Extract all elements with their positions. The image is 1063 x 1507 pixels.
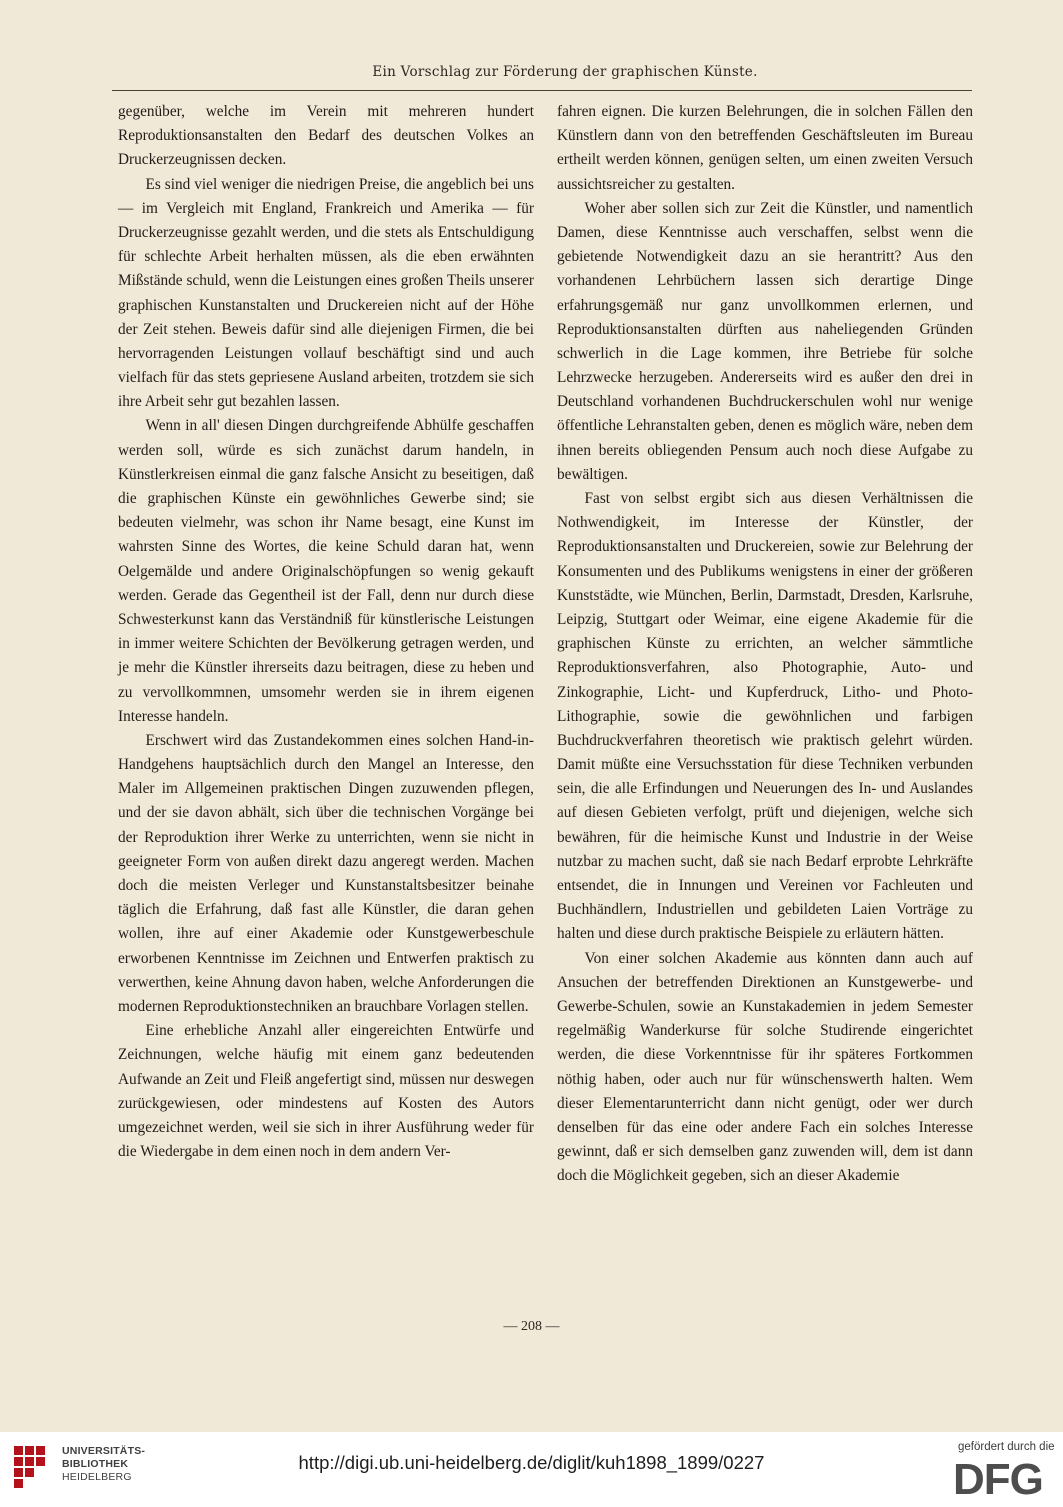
page-number: — 208 — xyxy=(503,1319,560,1334)
text-column-left xyxy=(118,100,534,1164)
paragraph: Wenn in all' diesen Dingen durchgreifende Abhülfe geschaffen werden soll, würde es sich zunächst darum handeln, in Künstlerkreisen einmal die ganz falsche Ansicht zu beseitigen, daß die graphischen Künste ein gewöhnliches Gewerbe sind; sie bedeuten vielmehr, was schon ihr Name besagt, eine Kunst im wahrsten Sinne des Wortes, die keine Schuld daran hat, wenn Oelgemälde und andere Originalschöpfungen so wenig gekauft werden. Gerade das Gegentheil ist der Fall, denn nur durch diese Schwesterkunst kann das Verständniß für künstlerische Leistungen in immer weitere Schichten der Bevölkerung getragen werden, und je mehr die Künstler ihrerseits dazu beitragen, diese zu heben und zu vervollkommnen, umsomehr werden sie in ihrem eigenen Interesse handeln. xyxy=(118,417,534,725)
paragraph: Erschwert wird das Zustandekommen eines solchen Hand-in-Handgehens hauptsächlich durch den Mangel an Interesse, den Maler im Allgemeinen praktischen Dingen zuzuwenden pflegen, und der sie davon abhält, sich über die technischen Vorgänge bei der Reproduktion ihrer Werke zu unterrichten, wenn sie nicht in geeigneter Form von außen direkt dazu angeregt werden. Machen doch die meisten Verleger und Kunstanstaltsbesitzer beinahe täglich die Erfahrung, daß fast alle Künstler, die daran gehen wollen, ihre auf einer Akademie oder Kunstgewerbeschule erworbenen Kenntnisse im Zeichnen und Entwerfen praktisch zu verwerthen, keine Ahnung davon haben, welche Anforderungen die modernen Reproduktionstechniken an brauchbare Vorlagen stellen. xyxy=(118,731,534,1015)
paragraph: Von einer solchen Akademie aus könnten dann auch auf Ansuchen der betreffenden Direktionen an Kunstgewerbe- und Gewerbe-Schulen, sowie an Kunstakademien in jedem Semester regelmäßig Wanderkurse für solche Studirende eingerichtet werden, die diese Vorkenntnisse für ihr späteres Fortkommen nöthig haben, oder auch nur für wünschenswerth halten. Wem dieser Elementarunterricht dann nicht genügt, oder wer durch denselben für das eine oder andere Fach ein solches Interesse gewinnt, daß er sich demselben ganz zuwenden will, dem ist dann doch die Möglichkeit gegeben, sich an dieser Akademie xyxy=(557,949,973,1185)
header-rule xyxy=(112,90,972,91)
library-name-line-2: BIBLIOTHEK xyxy=(62,1458,129,1470)
paragraph: Fast von selbst ergibt sich aus diesen Verhältnissen die Nothwendigkeit, im Interesse der Künstler, der Reproduktionsanstalten und Druckereien, sowie zur Belehrung der Konsumenten und des Publikums wenigstens in einer der größeren Kunststädte, wie München, Berlin, Darmstadt, Dresden, Karlsruhe, Leipzig, Stuttgart oder Weimar, eine eigene Akademie für die graphischen Künste zu errichten, an welcher sämmtliche Reproduktionsverfahren, also Photographie, Auto- und Zinkographie, Licht- und Kupferdruck, Litho- und Photo-Lithographie, sowie die gewöhnlichen und farbigen Buchdruckverfahren theoretisch wie praktisch gelehrt würden. Damit müßte eine Versuchsstation für diese Techniken verbunden sein, die alle Erfindungen und Neuerungen des In- und Auslandes auf diesen Gebieten verfolgt, prüft und diejenigen, welche sich bewähren, für die heimische Kunst und Industrie in der Weise nutzbar zu machen sucht, daß sie nach Bedarf erprobte Lehrkräfte entsendet, die in Innungen und Vereinen vor Fachleuten und Buchhändlern, Industriellen und gebildeten Laien Vorträge zu halten und diese durch praktische Beispiele zu erläutern hätten. xyxy=(557,490,973,943)
permalink-url[interactable]: http://digi.ub.uni-heidelberg.de/diglit/kuh1898_1899/0227 xyxy=(298,1452,765,1473)
funder-credit: gefördert durch die xyxy=(958,1441,1055,1453)
paragraph: gegenüber, welche im Verein mit mehreren hundert Reproduktionsanstalten den Bedarf des deutschen Volkes an Druckerzeugnissen decken. xyxy=(118,103,534,169)
paragraph: Es sind viel weniger die niedrigen Preise, die angeblich bei uns — im Vergleich mit England, Frankreich und Amerika — für Druckerzeugnisse gezahlt werden, und die stets als Entschuldigung für schlechte Arbeit herhalten müssen, als die eben erwähnten Mißstände schuld, wenn die Leistungen eines großen Theils unserer graphischen Kunstanstalten und Druckereien nicht auf der Höhe der Zeit stehen. Beweis dafür sind alle diejenigen Firmen, die bei hervorragenden Leistungen vollauf beschäftigt sind und auch vielfach für das stets gepriesene Ausland arbeiten, trotzdem sie sich ihre Arbeit sehr gut bezahlen lassen. xyxy=(118,175,534,411)
text-column-right xyxy=(557,100,973,1188)
paragraph: fahren eignen. Die kurzen Belehrungen, die in solchen Fällen den Künstlern dann von den betreffenden Geschäftsleuten im Bureau ertheilt werden können, genügen selten, um einen zweiten Versuch aussichtsreicher zu gestalten. xyxy=(557,103,973,193)
library-name-line-1: UNIVERSITÄTS- xyxy=(62,1445,146,1457)
footer-bar xyxy=(0,1432,1063,1507)
paragraph: Woher aber sollen sich zur Zeit die Künstler, und namentlich Damen, diese Kenntnisse auch verschaffen, selbst wenn die gebietende Notwendigkeit dazu an sie herantritt? Aus den vorhandenen Lehrbüchern lassen sich derartige Dinge erfahrungsgemäß nur ganz unvollkommen erlernen, und Reproduktionsanstalten dürften aus naheliegenden Gründen schwerlich in die Lage kommen, ihre Betriebe für solche Lehrzwecke herzugeben. Andererseits wird es außer den drei in Deutschland vorhandenen Buchdruckerschulen wohl nur wenige öffentliche Lehranstalten geben, denen es möglich wäre, neben dem ihnen bereits obliegenden Pensum auch noch diese Aufgabe zu bewältigen. xyxy=(557,199,973,483)
dfg-logo-icon xyxy=(953,1457,1045,1499)
library-name-line-3: HEIDELBERG xyxy=(62,1471,132,1483)
paragraph: Eine erhebliche Anzahl aller eingereichten Entwürfe und Zeichnungen, welche häufig mit einem ganz bedeutenden Aufwande an Zeit und Fleiß angefertigt sind, müssen nur deswegen zurückgewiesen, oder mindestens auf Kosten des Autors umgezeichnet werden, weil sie sich in ihrer Ausführung weder für die Wiedergabe in dem einen noch in dem andern Ver- xyxy=(118,1022,534,1161)
dfg-logo-text: DFG xyxy=(953,1457,1043,1499)
running-header: Ein Vorschlag zur Förderung der graphischen Künste. xyxy=(372,64,758,80)
